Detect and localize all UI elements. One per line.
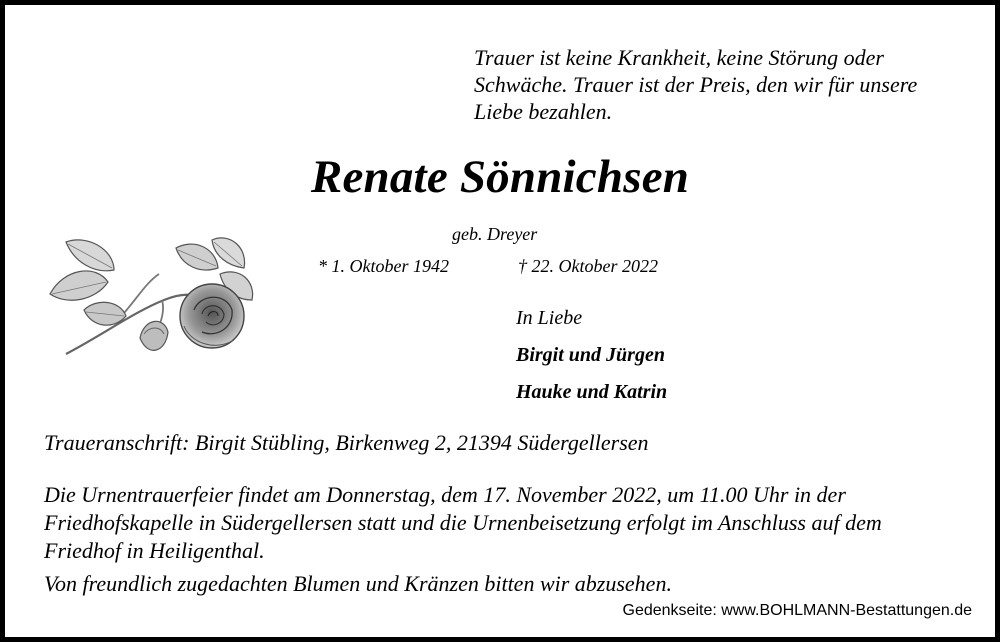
flowers-note: Von freundlich zugedachten Blumen und Kränzen bitten wir abzusehen. [44,571,672,596]
death-date: † 22. Oktober 2022 [518,256,658,276]
maiden-name: geb. Dreyer [452,224,538,244]
birth-date: * 1. Oktober 1942 [318,256,449,276]
mourning-address: Traueranschrift: Birgit Stübling, Birkenweg 2, 21394 Südergellersen [44,430,649,455]
motto-quote: Trauer ist keine Krankheit, keine Störung oder Schwäche. Trauer ist der Preis, den wir für unsere Liebe bezahlen. [474,45,918,124]
mourner-name: Hauke und Katrin [516,381,668,403]
mourners-intro: In Liebe [516,307,583,329]
deceased-name: Renate Sönnichsen [310,151,690,203]
ceremony-details: Die Urnentrauerfeier findet am Donnerstag, dem 17. November 2022, um 11.00 Uhr in der Friedhofskapelle in Südergellersen statt und die Urnenbeisetzung erfolgt im Anschluss auf dem Friedhof in Heiligenthal. [44,482,882,563]
mourner-name: Birgit und Jürgen [516,344,665,366]
memorial-website: Gedenkseite: www.BOHLMANN-Bestattungen.de [622,602,972,619]
rose-illustration [44,234,256,370]
